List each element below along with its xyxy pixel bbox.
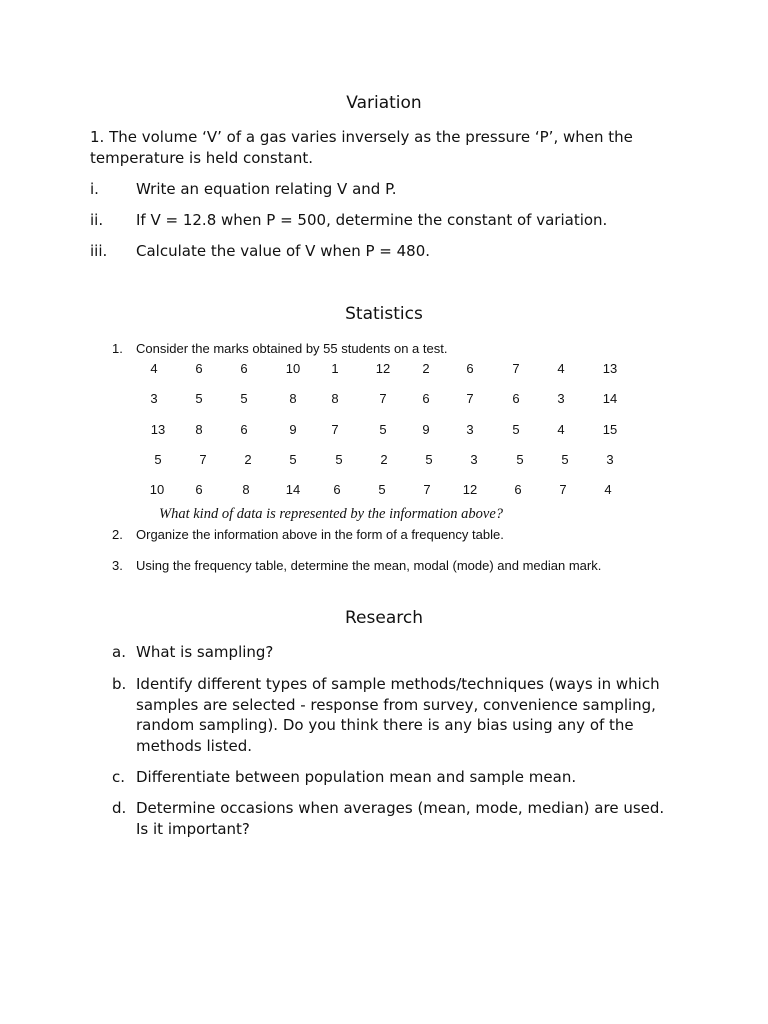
mark-value: 6	[514, 482, 522, 497]
mark-value: 9	[422, 422, 430, 437]
mark-value: 5	[195, 391, 203, 406]
mark-value: 2	[422, 361, 430, 376]
research-item-text: What is sampling?	[136, 643, 274, 661]
research-item-text: Differentiate between population mean and sample mean.	[136, 768, 577, 786]
statistics-heading: Statistics	[345, 304, 423, 324]
mark-value: 14	[602, 391, 618, 406]
data-type-question: What kind of data is represented by the information above?	[159, 506, 504, 522]
mark-value: 5	[561, 452, 569, 467]
mark-value: 8	[331, 391, 339, 406]
mark-value: 9	[289, 422, 297, 437]
mark-value: 1	[331, 361, 339, 376]
mark-value: 12	[462, 482, 478, 497]
mark-value: 5	[512, 422, 520, 437]
mark-value: 2	[244, 452, 252, 467]
research-item-text: methods listed.	[136, 737, 253, 755]
research-item-text: Is it important?	[136, 820, 250, 838]
mark-value: 6	[512, 391, 520, 406]
mark-value: 6	[240, 422, 248, 437]
mark-value: 14	[285, 482, 301, 497]
mark-value: 3	[606, 452, 614, 467]
mark-value: 7	[512, 361, 520, 376]
mark-value: 7	[199, 452, 207, 467]
mark-value: 5	[516, 452, 524, 467]
mark-value: 5	[379, 422, 387, 437]
statistics-q2-text: Organize the information above in the form of a frequency table.	[136, 527, 504, 542]
mark-value: 5	[154, 452, 162, 467]
mark-value: 10	[285, 361, 301, 376]
statistics-q1-marker: 1.	[112, 341, 123, 356]
variation-item-marker: ii.	[90, 211, 104, 229]
mark-value: 3	[470, 452, 478, 467]
variation-heading: Variation	[346, 93, 422, 113]
mark-value: 3	[557, 391, 565, 406]
research-item-marker: d.	[112, 799, 127, 817]
mark-value: 5	[289, 452, 297, 467]
research-item-marker: a.	[112, 643, 126, 661]
statistics-q3-marker: 3.	[112, 558, 123, 573]
variation-intro-line-1: 1. The volume ‘V’ of a gas varies inversely as the pressure ‘P’, when the	[90, 128, 633, 146]
mark-value: 4	[557, 422, 565, 437]
variation-intro-line-2: temperature is held constant.	[90, 149, 313, 167]
research-item-marker: c.	[112, 768, 126, 786]
mark-value: 7	[331, 422, 339, 437]
mark-value: 15	[602, 422, 618, 437]
mark-value: 2	[380, 452, 388, 467]
research-item-text: samples are selected - response from survey, convenience sampling,	[136, 696, 656, 714]
mark-value: 8	[289, 391, 297, 406]
mark-value: 3	[466, 422, 474, 437]
mark-value: 6	[466, 361, 474, 376]
mark-value: 6	[422, 391, 430, 406]
mark-value: 8	[195, 422, 203, 437]
mark-value: 10	[149, 482, 165, 497]
mark-value: 6	[333, 482, 341, 497]
statistics-q1-text: Consider the marks obtained by 55 students on a test.	[136, 341, 448, 356]
mark-value: 6	[240, 361, 248, 376]
research-heading: Research	[345, 608, 423, 628]
mark-value: 4	[604, 482, 612, 497]
mark-value: 13	[602, 361, 618, 376]
research-item-text: random sampling). Do you think there is any bias using any of the	[136, 716, 634, 734]
mark-value: 5	[335, 452, 343, 467]
variation-item-marker: iii.	[90, 242, 108, 260]
statistics-q3-text: Using the frequency table, determine the mean, modal (mode) and median mark.	[136, 558, 602, 573]
statistics-q2-marker: 2.	[112, 527, 123, 542]
mark-value: 5	[425, 452, 433, 467]
mark-value: 5	[378, 482, 386, 497]
variation-item-text: Write an equation relating V and P.	[136, 180, 397, 198]
research-item-text: Identify different types of sample methods/techniques (ways in which	[136, 675, 660, 693]
mark-value: 13	[150, 422, 166, 437]
mark-value: 7	[379, 391, 387, 406]
mark-value: 7	[423, 482, 431, 497]
mark-value: 8	[242, 482, 250, 497]
research-item-marker: b.	[112, 675, 127, 693]
mark-value: 3	[150, 391, 158, 406]
mark-value: 12	[375, 361, 391, 376]
mark-value: 7	[559, 482, 567, 497]
variation-item-text: If V = 12.8 when P = 500, determine the constant of variation.	[136, 211, 608, 229]
mark-value: 4	[150, 361, 158, 376]
mark-value: 7	[466, 391, 474, 406]
research-item-text: Determine occasions when averages (mean, mode, median) are used.	[136, 799, 665, 817]
mark-value: 6	[195, 482, 203, 497]
mark-value: 5	[240, 391, 248, 406]
variation-item-text: Calculate the value of V when P = 480.	[136, 242, 431, 260]
mark-value: 6	[195, 361, 203, 376]
mark-value: 4	[557, 361, 565, 376]
variation-item-marker: i.	[90, 180, 99, 198]
